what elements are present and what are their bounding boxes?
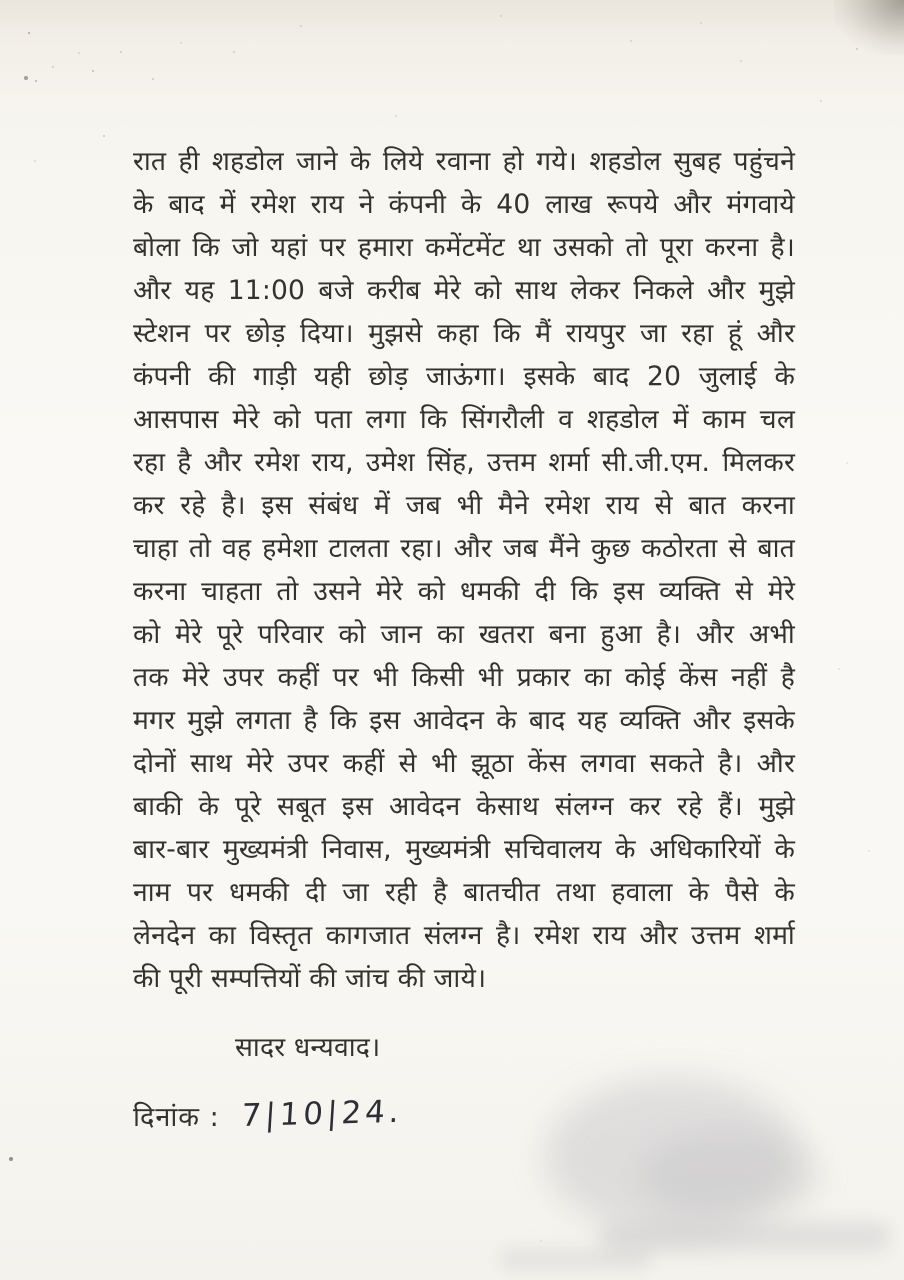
letter-line: बोला कि जो यहां पर हमारा कमेंटमेंट था उसको तो पूरा करना है। <box>133 232 795 263</box>
letter-line: कर रहे है। इस संबंध में जब भी मैने रमेश राय से बात करना <box>133 490 795 521</box>
letter-line: को मेरे पूरे परिवार को जान का खतरा बना हुआ है। और अभी <box>133 619 795 650</box>
letter-line: लेनदेन का विस्तृत कागजात संलग्न है। रमेश राय और उत्तम शर्मा <box>133 920 795 951</box>
letter-body <box>133 140 795 1139</box>
letter-line: नाम पर धमकी दी जा रही है बातचीत तथा हवाला के पैसे के <box>133 877 795 908</box>
faint-signature-smudge <box>600 1222 890 1252</box>
date-label: दिनांक : <box>133 1102 220 1133</box>
letter-line: चाहा तो वह हमेशा टालता रहा। और जब मैंने कुछ कठोरता से बात <box>133 533 795 564</box>
faint-stamp-watermark-inner <box>640 1130 820 1220</box>
letter-line: तक मेरे उपर कहीं पर भी किसी भी प्रकार का कोई केंस नहीं है <box>133 662 795 693</box>
letter-closing: सादर धन्यवाद। <box>235 1032 381 1063</box>
letter-line: और यह 11:00 बजे करीब मेरे को साथ लेकर निकले और मुझे <box>133 275 795 306</box>
date-row <box>133 1093 795 1139</box>
letter-line: दोनों साथ मेरे उपर कहीं से भी झूठा केंस लगवा सकते है। और <box>133 748 795 779</box>
letter-line: कंपनी की गाड़ी यही छोड़ जाऊंगा। इसके बाद 20 जुलाई के <box>133 361 795 392</box>
handwritten-date: 7|10|24. <box>240 1093 404 1134</box>
scan-noise-speckles <box>0 0 2 2</box>
letter-line: मगर मुझे लगता है कि इस आवेदन के बाद यह व्यक्ति और इसके <box>133 705 795 736</box>
letter-line: आसपास मेरे को पता लगा कि सिंगरौली व शहडोल में काम चल <box>133 404 795 435</box>
letter-line: की पूरी सम्पत्तियों की जांच की जाये। <box>133 963 487 994</box>
letter-line: बार-बार मुख्यमंत्री निवास, मुख्यमंत्री सचिवालय के अधिकारियों के <box>133 834 795 865</box>
faint-signature-smudge-2 <box>500 1248 650 1270</box>
letter-line: रहा है और रमेश राय, उमेश सिंह, उत्तम शर्मा सी.जी.एम. मिलकर <box>133 447 795 478</box>
scan-corner-smudge <box>834 0 904 55</box>
letter-line: बाकी के पूरे सबूत इस आवेदन केसाथ संलग्न कर रहे हैं। मुझे <box>133 791 795 822</box>
letter-line: रात ही शहडोल जाने के लिये रवाना हो गये। शहडोल सुबह पहुंचने <box>133 146 795 177</box>
letter-line: करना चाहता तो उसने मेरे को धमकी दी कि इस व्यक्ति से मेरे <box>133 576 795 607</box>
letter-line: के बाद में रमेश राय ने कंपनी के 40 लाख रूपये और मंगवाये <box>133 189 795 220</box>
letter-line: स्टेशन पर छोड़ दिया। मुझसे कहा कि मैं रायपुर जा रहा हूं और <box>133 318 795 349</box>
